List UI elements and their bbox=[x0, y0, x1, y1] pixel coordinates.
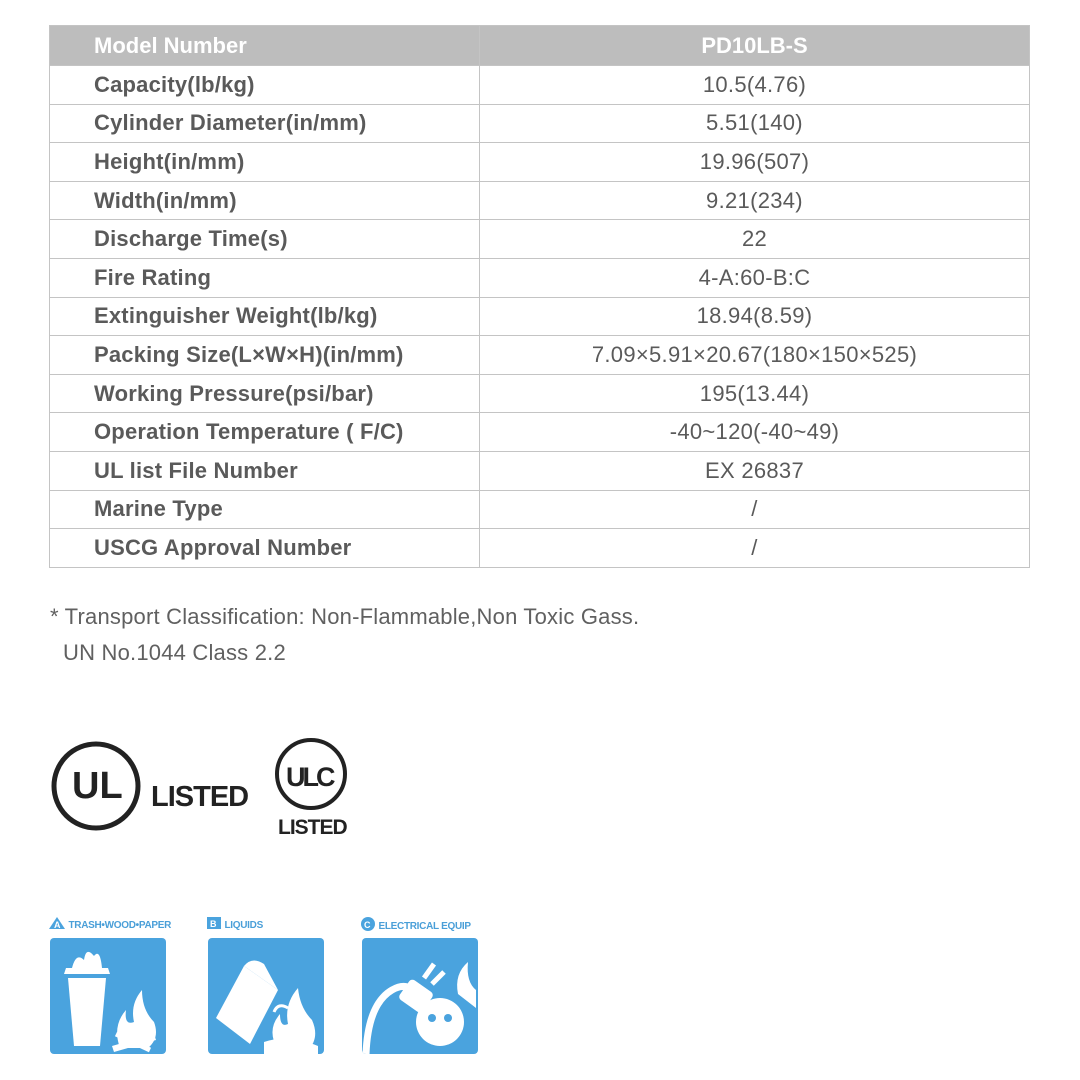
row-label: Packing Size(L×W×H)(in/mm) bbox=[50, 336, 480, 375]
row-label: Extinguisher Weight(lb/kg) bbox=[50, 297, 480, 336]
badge-caption: ELECTRICAL EQUIP bbox=[378, 921, 471, 932]
row-value: 5.51(140) bbox=[480, 104, 1030, 143]
row-label: Capacity(lb/kg) bbox=[50, 66, 480, 105]
row-value: 9.21(234) bbox=[480, 181, 1030, 220]
row-label: USCG Approval Number bbox=[50, 529, 480, 568]
ul-listed-logo bbox=[54, 744, 248, 828]
spec-table bbox=[49, 25, 1030, 568]
un-number-note: UN No.1044 Class 2.2 bbox=[63, 640, 286, 665]
table-row bbox=[50, 374, 1030, 413]
table-row bbox=[50, 66, 1030, 105]
transport-note: * Transport Classification: Non-Flammable,Non Toxic Gass. bbox=[50, 604, 640, 629]
row-value: 4-A:60-B:C bbox=[480, 258, 1030, 297]
row-label: Discharge Time(s) bbox=[50, 220, 480, 259]
fire-class-badges bbox=[48, 912, 488, 1057]
row-label: Operation Temperature ( F/C) bbox=[50, 413, 480, 452]
svg-text:A: A bbox=[54, 920, 61, 930]
row-value: 22 bbox=[480, 220, 1030, 259]
row-label: Working Pressure(psi/bar) bbox=[50, 374, 480, 413]
ulc-listed-text: LISTED bbox=[278, 816, 347, 839]
header-model: PD10LB-S bbox=[480, 26, 1030, 66]
table-row bbox=[50, 336, 1030, 375]
table-row bbox=[50, 529, 1030, 568]
certification-logos bbox=[50, 738, 370, 848]
row-label: UL list File Number bbox=[50, 451, 480, 490]
svg-text:B: B bbox=[210, 919, 217, 929]
row-value: 195(13.44) bbox=[480, 374, 1030, 413]
row-value: 18.94(8.59) bbox=[480, 297, 1030, 336]
row-label: Height(in/mm) bbox=[50, 143, 480, 182]
ulc-mark: ULC bbox=[286, 762, 333, 792]
row-label: Width(in/mm) bbox=[50, 181, 480, 220]
ul-listed-text: LISTED bbox=[151, 781, 249, 813]
row-value: 19.96(507) bbox=[480, 143, 1030, 182]
badge-caption: LIQUIDS bbox=[224, 920, 263, 931]
row-label: Cylinder Diameter(in/mm) bbox=[50, 104, 480, 143]
table-header-row bbox=[50, 26, 1030, 66]
svg-text:C: C bbox=[364, 920, 371, 930]
circle-icon bbox=[360, 916, 376, 932]
electrical-fire-icon bbox=[362, 938, 478, 1054]
row-value: / bbox=[480, 490, 1030, 529]
table-row bbox=[50, 413, 1030, 452]
row-value: EX 26837 bbox=[480, 451, 1030, 490]
square-icon bbox=[206, 916, 222, 930]
triangle-icon bbox=[48, 916, 66, 930]
row-value: 7.09×5.91×20.67(180×150×525) bbox=[480, 336, 1030, 375]
row-label: Marine Type bbox=[50, 490, 480, 529]
header-label: Model Number bbox=[50, 26, 480, 66]
table-row bbox=[50, 451, 1030, 490]
table-row bbox=[50, 104, 1030, 143]
table-row bbox=[50, 181, 1030, 220]
ulc-listed-logo bbox=[277, 740, 348, 839]
row-value: 10.5(4.76) bbox=[480, 66, 1030, 105]
badge-caption: TRASH•WOOD•PAPER bbox=[68, 920, 172, 931]
table-row bbox=[50, 220, 1030, 259]
table-row bbox=[50, 297, 1030, 336]
row-value: / bbox=[480, 529, 1030, 568]
table-row bbox=[50, 490, 1030, 529]
trash-fire-icon bbox=[50, 938, 166, 1054]
liquid-fire-icon bbox=[208, 938, 324, 1054]
ul-mark: UL bbox=[72, 765, 123, 807]
row-label: Fire Rating bbox=[50, 258, 480, 297]
table-row bbox=[50, 143, 1030, 182]
row-value: -40~120(-40~49) bbox=[480, 413, 1030, 452]
table-row bbox=[50, 258, 1030, 297]
